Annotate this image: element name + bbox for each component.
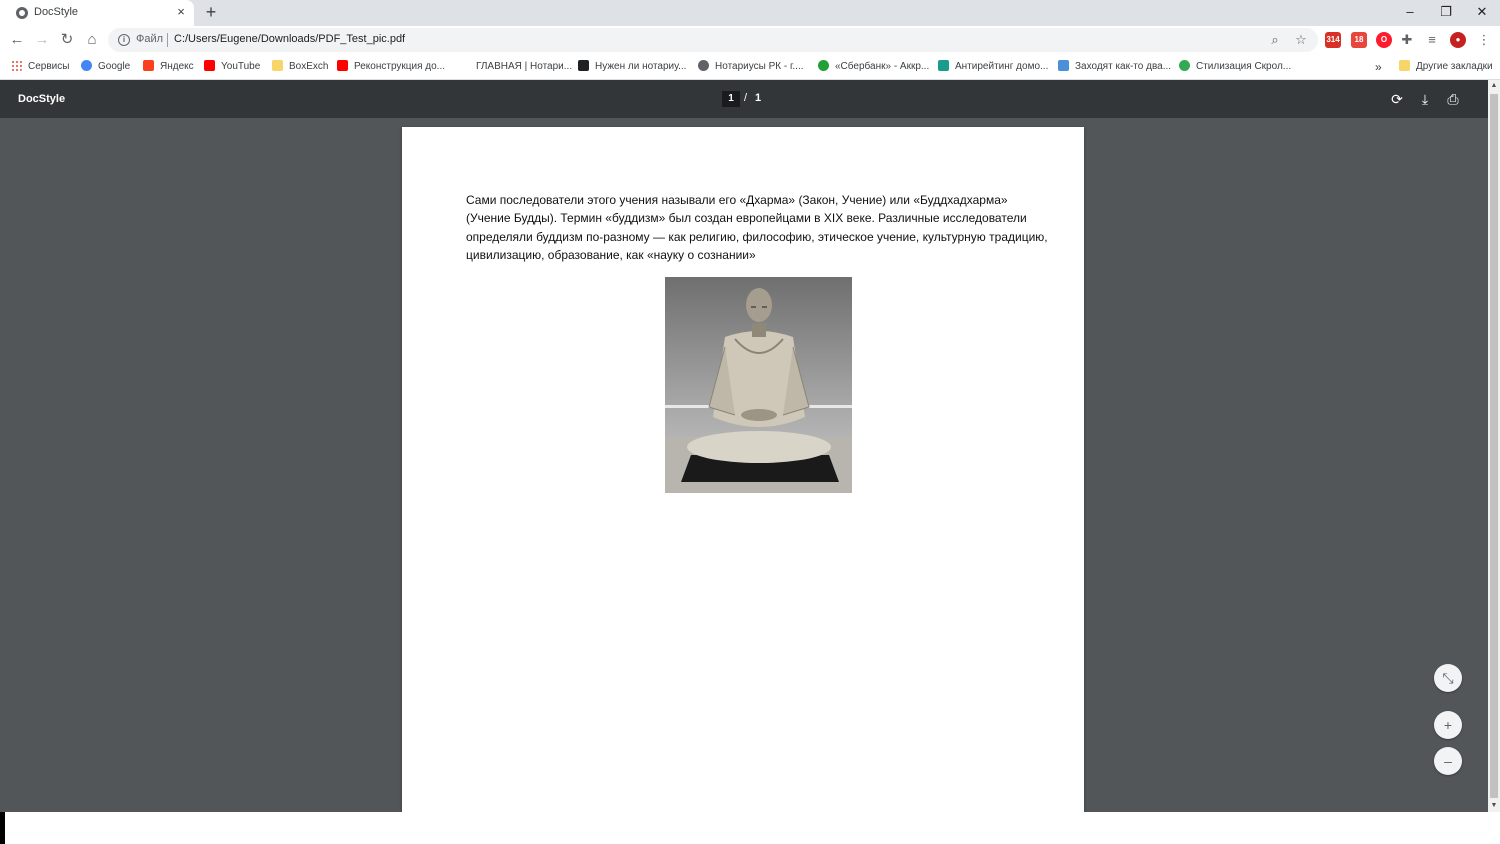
profile-avatar-icon[interactable]: ● bbox=[1450, 32, 1466, 48]
site-icon bbox=[1179, 60, 1190, 71]
download-icon[interactable]: ⤓ bbox=[1421, 91, 1429, 107]
bookmark-google[interactable]: Google bbox=[81, 58, 130, 76]
bottom-edge bbox=[0, 812, 5, 844]
tab-title: DocStyle bbox=[34, 6, 79, 18]
bookmark-apps[interactable]: Сервисы bbox=[11, 58, 69, 76]
meditating-monk-photo bbox=[665, 277, 852, 493]
youtube-icon bbox=[337, 60, 348, 71]
house-icon bbox=[578, 60, 589, 71]
tab-strip bbox=[0, 0, 1500, 26]
reload-icon[interactable]: ↻ bbox=[60, 31, 74, 48]
bookmark-sberbank[interactable]: «Сбербанк» - Аккр... bbox=[818, 58, 929, 76]
zoom-icon[interactable]: ⌕ bbox=[1271, 32, 1279, 47]
address-bar[interactable] bbox=[108, 28, 1318, 52]
minimize-icon[interactable]: – bbox=[1406, 4, 1414, 19]
zoom-in-icon[interactable]: + bbox=[1434, 711, 1462, 739]
opera-extension-icon[interactable]: O bbox=[1376, 32, 1392, 48]
zoom-out-icon[interactable]: – bbox=[1434, 747, 1462, 775]
vertical-scrollbar[interactable] bbox=[1488, 80, 1500, 812]
bookmark-yandex[interactable]: Яндекс bbox=[143, 58, 194, 76]
bookmarks-bar bbox=[0, 54, 1500, 80]
browser-toolbar bbox=[0, 26, 1500, 54]
bookmark-star-icon[interactable]: ☆ bbox=[1295, 32, 1307, 47]
globe-icon bbox=[16, 7, 28, 19]
url-scheme: Файл bbox=[136, 33, 164, 45]
new-tab-icon[interactable]: + bbox=[205, 2, 217, 22]
divider bbox=[167, 33, 168, 47]
bookmark-antirating[interactable]: Антирейтинг домо... bbox=[938, 58, 1048, 76]
apps-grid-icon bbox=[11, 60, 22, 71]
back-arrow-icon[interactable]: ← bbox=[9, 31, 25, 48]
sberbank-icon bbox=[818, 60, 829, 71]
globe-icon bbox=[698, 60, 709, 71]
page-number-input[interactable]: 1 bbox=[722, 91, 740, 107]
bookmark-boxexch[interactable]: BoxExch bbox=[272, 58, 328, 76]
reading-list-icon[interactable]: ≡ bbox=[1428, 32, 1436, 47]
site-icon bbox=[1058, 60, 1069, 71]
print-icon[interactable]: ⎙ bbox=[1447, 91, 1459, 107]
tab-close-icon[interactable]: × bbox=[177, 4, 185, 19]
window-close-icon[interactable]: ✕ bbox=[1476, 4, 1488, 19]
folder-icon bbox=[272, 60, 283, 71]
bookmark-notaries-rk[interactable]: Нотариусы РК - г.... bbox=[698, 58, 804, 76]
pdf-viewer bbox=[0, 80, 1488, 812]
youtube-icon bbox=[204, 60, 215, 71]
scrollbar-thumb[interactable] bbox=[1490, 94, 1498, 798]
bookmark-two-walk-in[interactable]: Заходят как-то два... bbox=[1058, 58, 1171, 76]
fit-to-page-icon[interactable]: ⤡ bbox=[1434, 664, 1462, 692]
scroll-down-icon[interactable]: ▼ bbox=[1490, 802, 1498, 809]
forward-arrow-icon[interactable]: → bbox=[34, 31, 50, 48]
bookmark-notary-needed[interactable]: Нужен ли нотариу... bbox=[578, 58, 686, 76]
page-total: 1 bbox=[755, 92, 762, 104]
restore-icon[interactable]: ❐ bbox=[1440, 4, 1452, 19]
gmail-extension-icon[interactable]: 314 bbox=[1325, 32, 1341, 48]
calendar-extension-icon[interactable]: 18 bbox=[1351, 32, 1367, 48]
bookmark-scroll-styling[interactable]: Стилизация Скрол... bbox=[1179, 58, 1291, 76]
pdf-toolbar bbox=[0, 80, 1488, 118]
url-text[interactable]: C:/Users/Eugene/Downloads/PDF_Test_pic.pdf bbox=[174, 33, 406, 45]
bookmark-other[interactable]: Другие закладки bbox=[1399, 58, 1493, 76]
tab-docstyle[interactable] bbox=[0, 0, 194, 26]
document-paragraph: Сами последователи этого учения называли его «Дхарма» (Закон, Учение) или «Буддхадхарма» (Учение Будды). Термин «буддизм» был создан европейцами в XIX веке. Различные исследователи определяли буддизм по-разному — как религию, философию, этическое учение, культурную традицию, цивилизацию, образование, как «науку о сознании» bbox=[466, 193, 1048, 263]
pdf-page bbox=[402, 127, 1084, 812]
chart-icon bbox=[938, 60, 949, 71]
extensions-puzzle-icon[interactable]: ✚ bbox=[1401, 32, 1413, 47]
scroll-up-icon[interactable]: ▲ bbox=[1490, 82, 1498, 89]
menu-kebab-icon[interactable]: ⋮ bbox=[1477, 32, 1491, 47]
google-icon bbox=[81, 60, 92, 71]
bookmarks-overflow-icon[interactable]: » bbox=[1375, 60, 1382, 74]
bookmark-reconstruction[interactable]: Реконструкция до... bbox=[337, 58, 445, 76]
rotate-icon[interactable]: ⟳ bbox=[1391, 91, 1403, 107]
home-icon[interactable]: ⌂ bbox=[87, 31, 97, 48]
folder-icon bbox=[1399, 60, 1410, 71]
bookmark-notary-main[interactable]: ГЛАВНАЯ | Нотари... bbox=[476, 61, 573, 72]
bottom-area bbox=[0, 812, 1500, 844]
document-title: DocStyle bbox=[18, 93, 66, 105]
info-icon[interactable]: i bbox=[118, 34, 130, 46]
page-separator: / bbox=[744, 92, 748, 104]
bookmark-youtube[interactable]: YouTube bbox=[204, 58, 260, 76]
yandex-icon bbox=[143, 60, 154, 71]
